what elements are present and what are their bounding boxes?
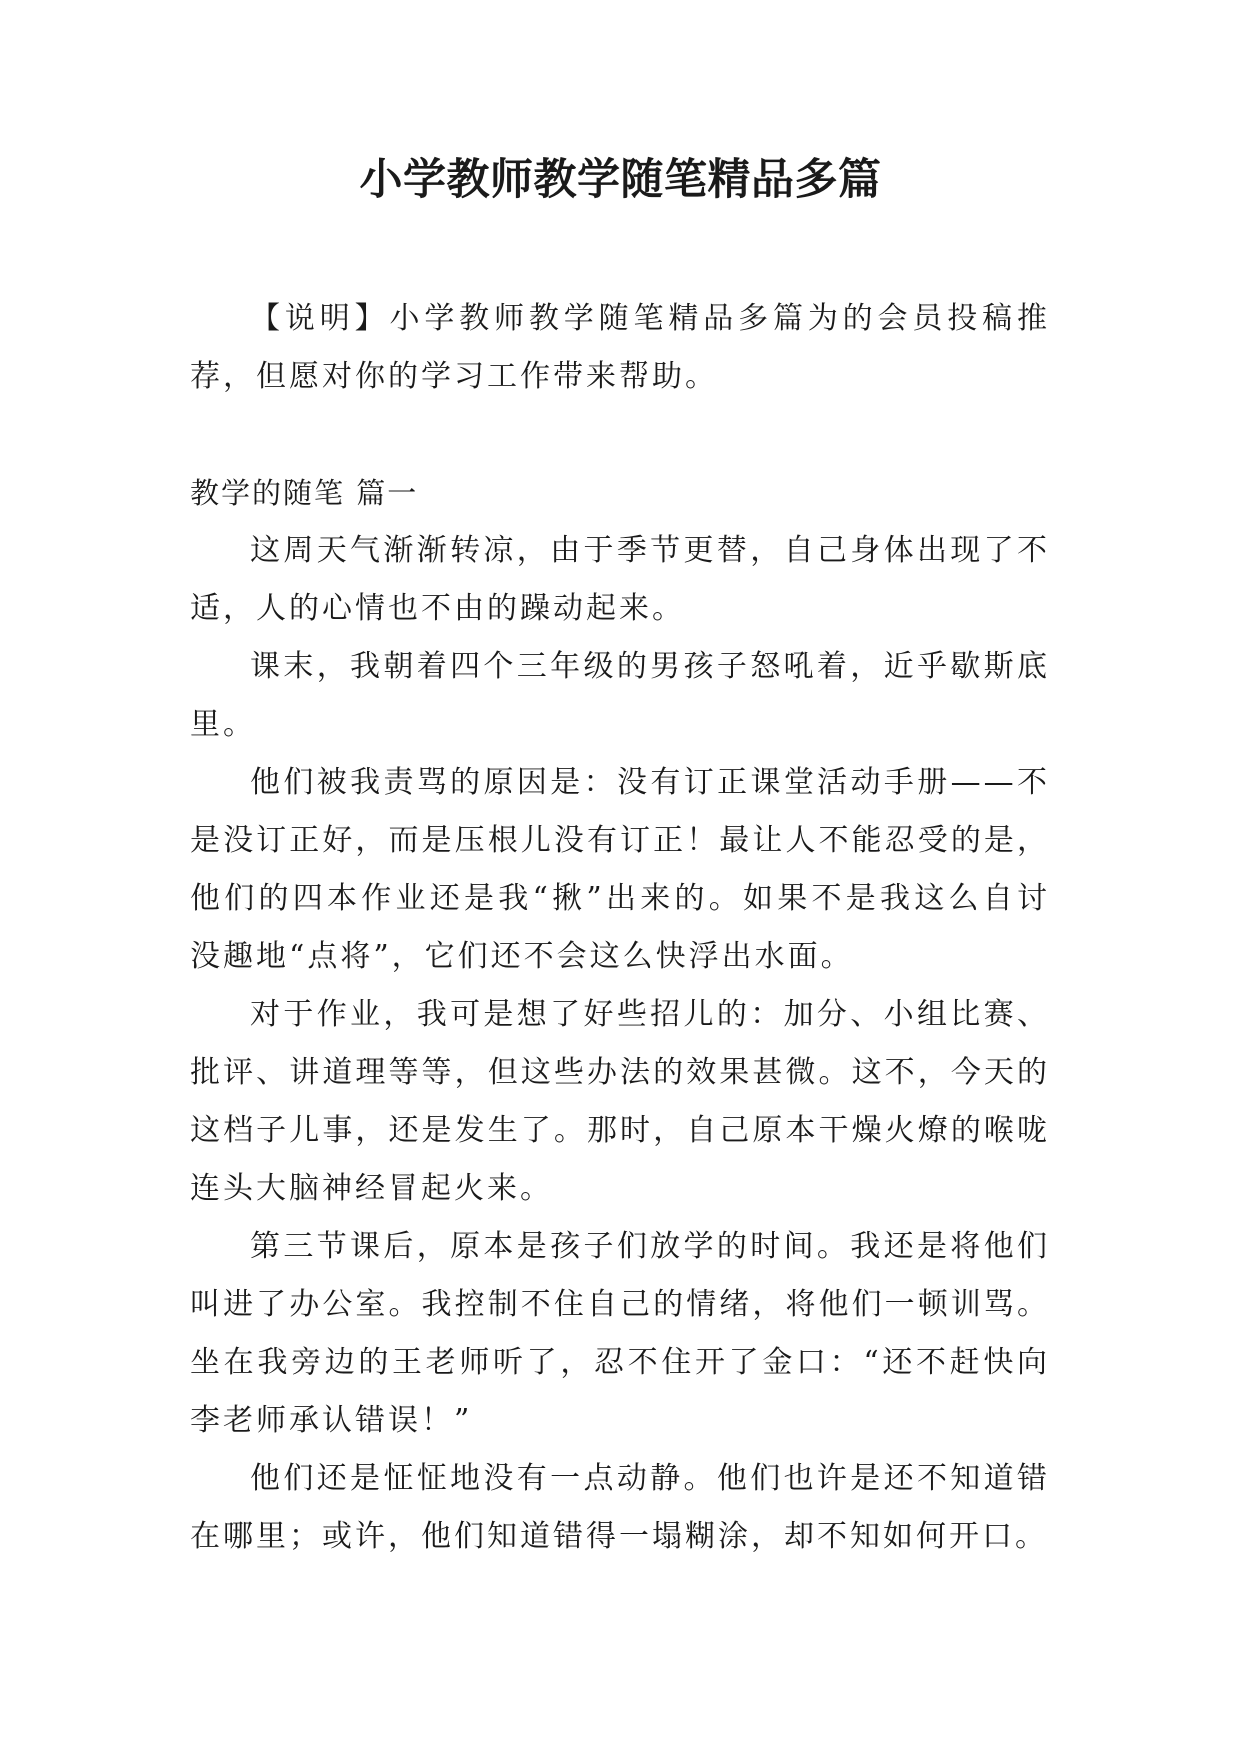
document-title: 小学教师教学随笔精品多篇 (359, 155, 882, 205)
body-paragraph: 对于作业，我可是想了好些招儿的：加分、小组比赛、批评、讲道理等等，但这些办法的效果甚微。这不，今天的这档子儿事，还是发生了。那时，自己原本干燥火燎的喉咙连头大脑神经冒起火来。 (190, 997, 1050, 1206)
section-heading: 教学的随笔 篇一 (190, 476, 419, 510)
body-paragraph: 他们被我责骂的原因是：没有订正课堂活动手册——不是没订正好，而是压根儿没有订正！最让人不能忍受的是，他们的四本作业还是我“揪”出来的。如果不是我这么自讨没趣地“点将”，它们还不会这么快浮出水面。 (190, 765, 1050, 974)
body-paragraph: 他们还是怔怔地没有一点动静。他们也许是还不知道错在哪里；或许，他们知道错得一塌糊涂，却不知如何开口。 (190, 1461, 1050, 1554)
blank-line (190, 406, 1050, 464)
intro-paragraph: 【说明】小学教师教学随笔精品多篇为的会员投稿推荐，但愿对你的学习工作带来帮助。 (190, 301, 1050, 394)
document-body (190, 290, 1050, 1566)
body-paragraph: 第三节课后，原本是孩子们放学的时间。我还是将他们叫进了办公室。我控制不住自己的情绪，将他们一顿训骂。坐在我旁边的王老师听了，忍不住开了金口：“还不赶快向李老师承认错误！” (190, 1229, 1050, 1438)
body-paragraph: 课末，我朝着四个三年级的男孩子怒吼着，近乎歇斯底里。 (190, 649, 1050, 742)
body-paragraph: 这周天气渐渐转凉，由于季节更替，自己身体出现了不适，人的心情也不由的躁动起来。 (190, 533, 1050, 626)
